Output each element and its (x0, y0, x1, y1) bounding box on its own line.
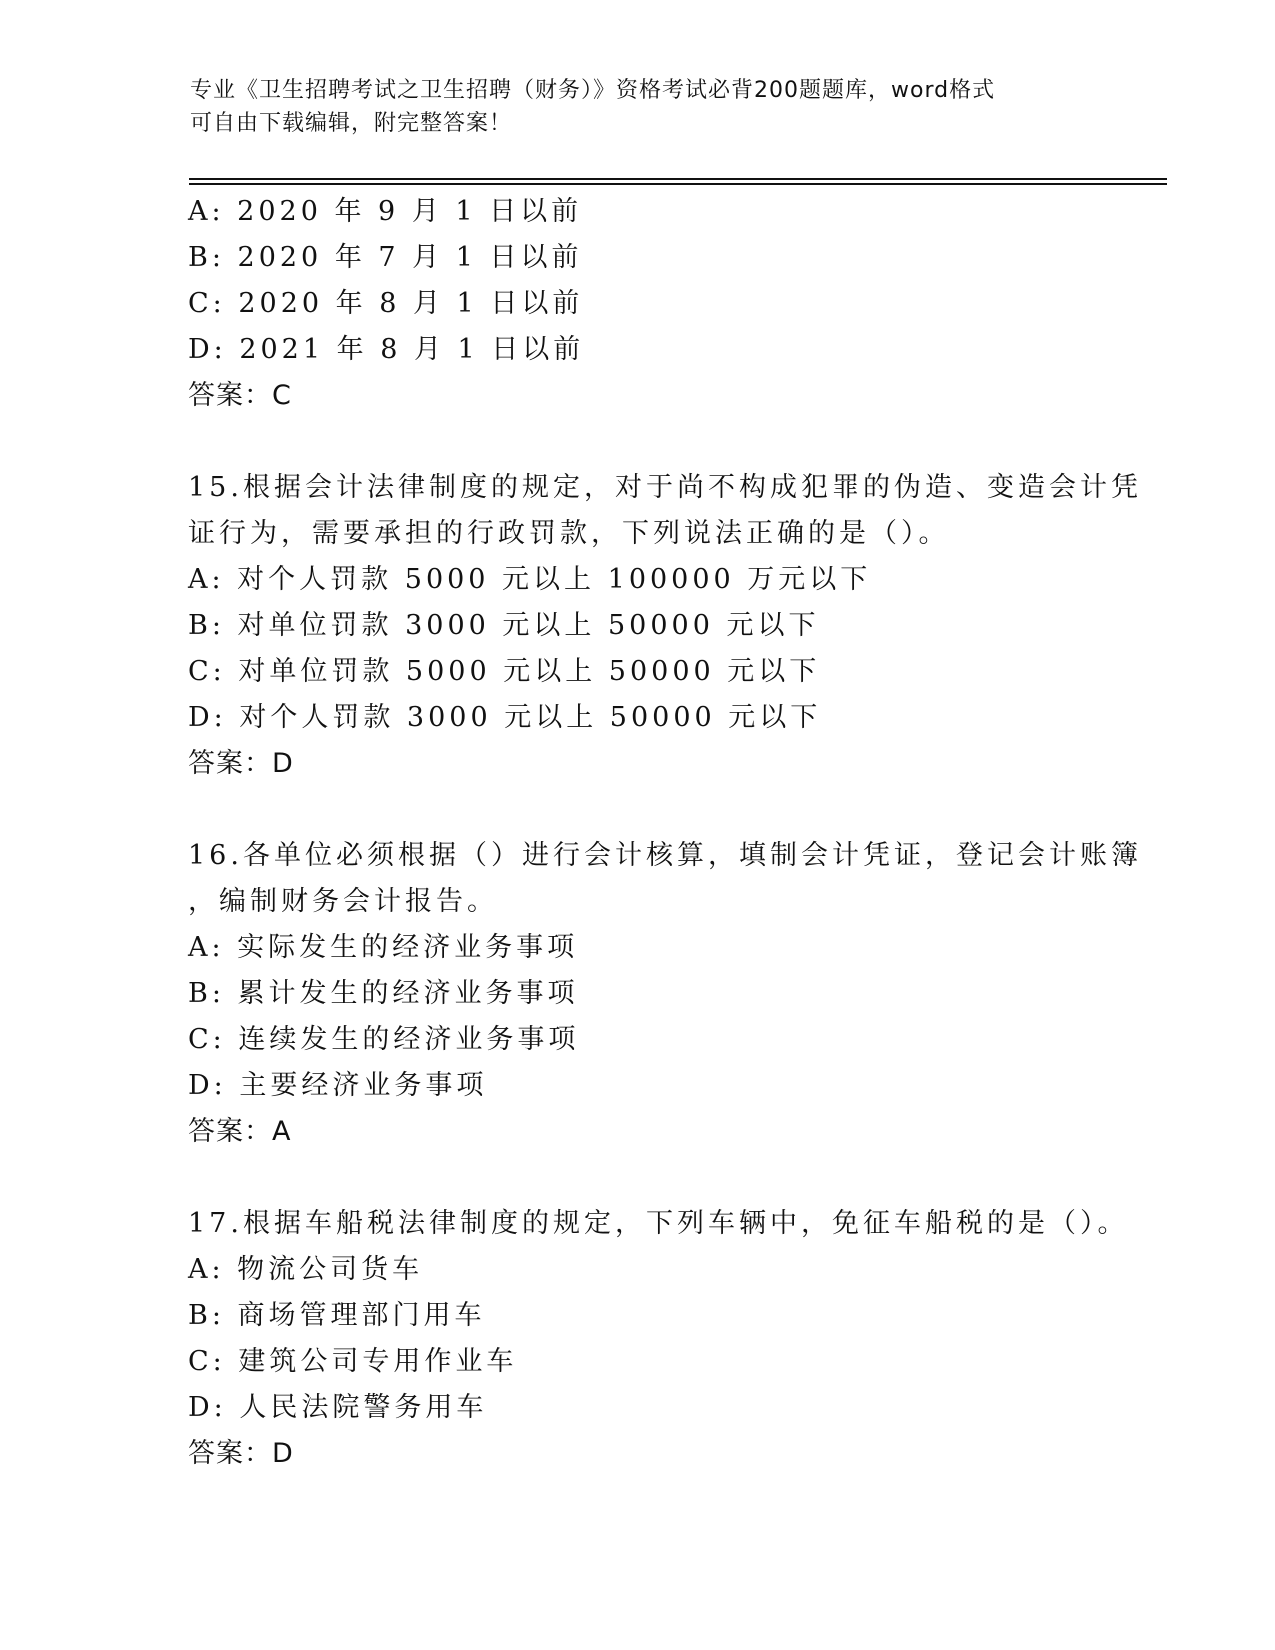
answer-line: 答案：D (188, 748, 294, 779)
question-stem-line: 15.根据会计法律制度的规定，对于尚不构成犯罪的伪造、变造会计凭 (188, 472, 1142, 503)
header-divider-top (189, 178, 1167, 180)
option-b: B: 对单位罚款 3000 元以上 50000 元以下 (188, 610, 820, 641)
option-d: D: 对个人罚款 3000 元以上 50000 元以下 (188, 702, 822, 733)
question-list (188, 189, 1142, 1477)
question-block-17 (188, 1201, 1128, 1477)
header-line-2: 可自由下载编辑，附完整答案！ (190, 111, 513, 136)
document-header (190, 74, 1090, 140)
answer-line: 答案：C (188, 380, 292, 411)
question-block-16 (188, 833, 1142, 1155)
spacer (188, 419, 1128, 465)
option-d: D: 2021 年 8 月 1 日以前 (188, 334, 585, 365)
question-stem-line: 证行为，需要承担的行政罚款，下列说法正确的是（）。 (188, 518, 950, 549)
question-stem-line: 16.各单位必须根据（）进行会计核算，填制会计凭证，登记会计账簿 (188, 840, 1142, 871)
question-block-prev (188, 189, 1128, 419)
option-d: D: 主要经济业务事项 (188, 1070, 488, 1101)
answer-line: 答案：A (188, 1116, 292, 1147)
header-line-1: 专业《卫生招聘考试之卫生招聘（财务）》资格考试必背200题题库，word格式 (190, 78, 996, 103)
question-stem-line: 17.根据车船税法律制度的规定，下列车辆中，免征车船税的是（）。 (188, 1208, 1129, 1239)
option-c: C: 对单位罚款 5000 元以上 50000 元以下 (188, 656, 821, 687)
option-a: A: 2020 年 9 月 1 日以前 (188, 196, 583, 227)
spacer (188, 787, 1128, 833)
answer-line: 答案：D (188, 1438, 294, 1469)
option-d: D: 人民法院警务用车 (188, 1392, 488, 1423)
option-a: A: 对个人罚款 5000 元以上 100000 万元以下 (188, 564, 872, 595)
question-block-15 (188, 465, 1142, 787)
option-c: C: 建筑公司专用作业车 (188, 1346, 518, 1377)
header-divider-bottom (189, 183, 1167, 185)
option-b: B: 2020 年 7 月 1 日以前 (188, 242, 583, 273)
option-b: B: 商场管理部门用车 (188, 1300, 486, 1331)
question-stem-line: ，编制财务会计报告。 (188, 886, 498, 917)
option-a: A: 物流公司货车 (188, 1254, 424, 1285)
spacer (188, 1155, 1128, 1201)
option-a: A: 实际发生的经济业务事项 (188, 932, 579, 963)
option-c: C: 连续发生的经济业务事项 (188, 1024, 580, 1055)
option-b: B: 累计发生的经济业务事项 (188, 978, 579, 1009)
option-c: C: 2020 年 8 月 1 日以前 (188, 288, 584, 319)
